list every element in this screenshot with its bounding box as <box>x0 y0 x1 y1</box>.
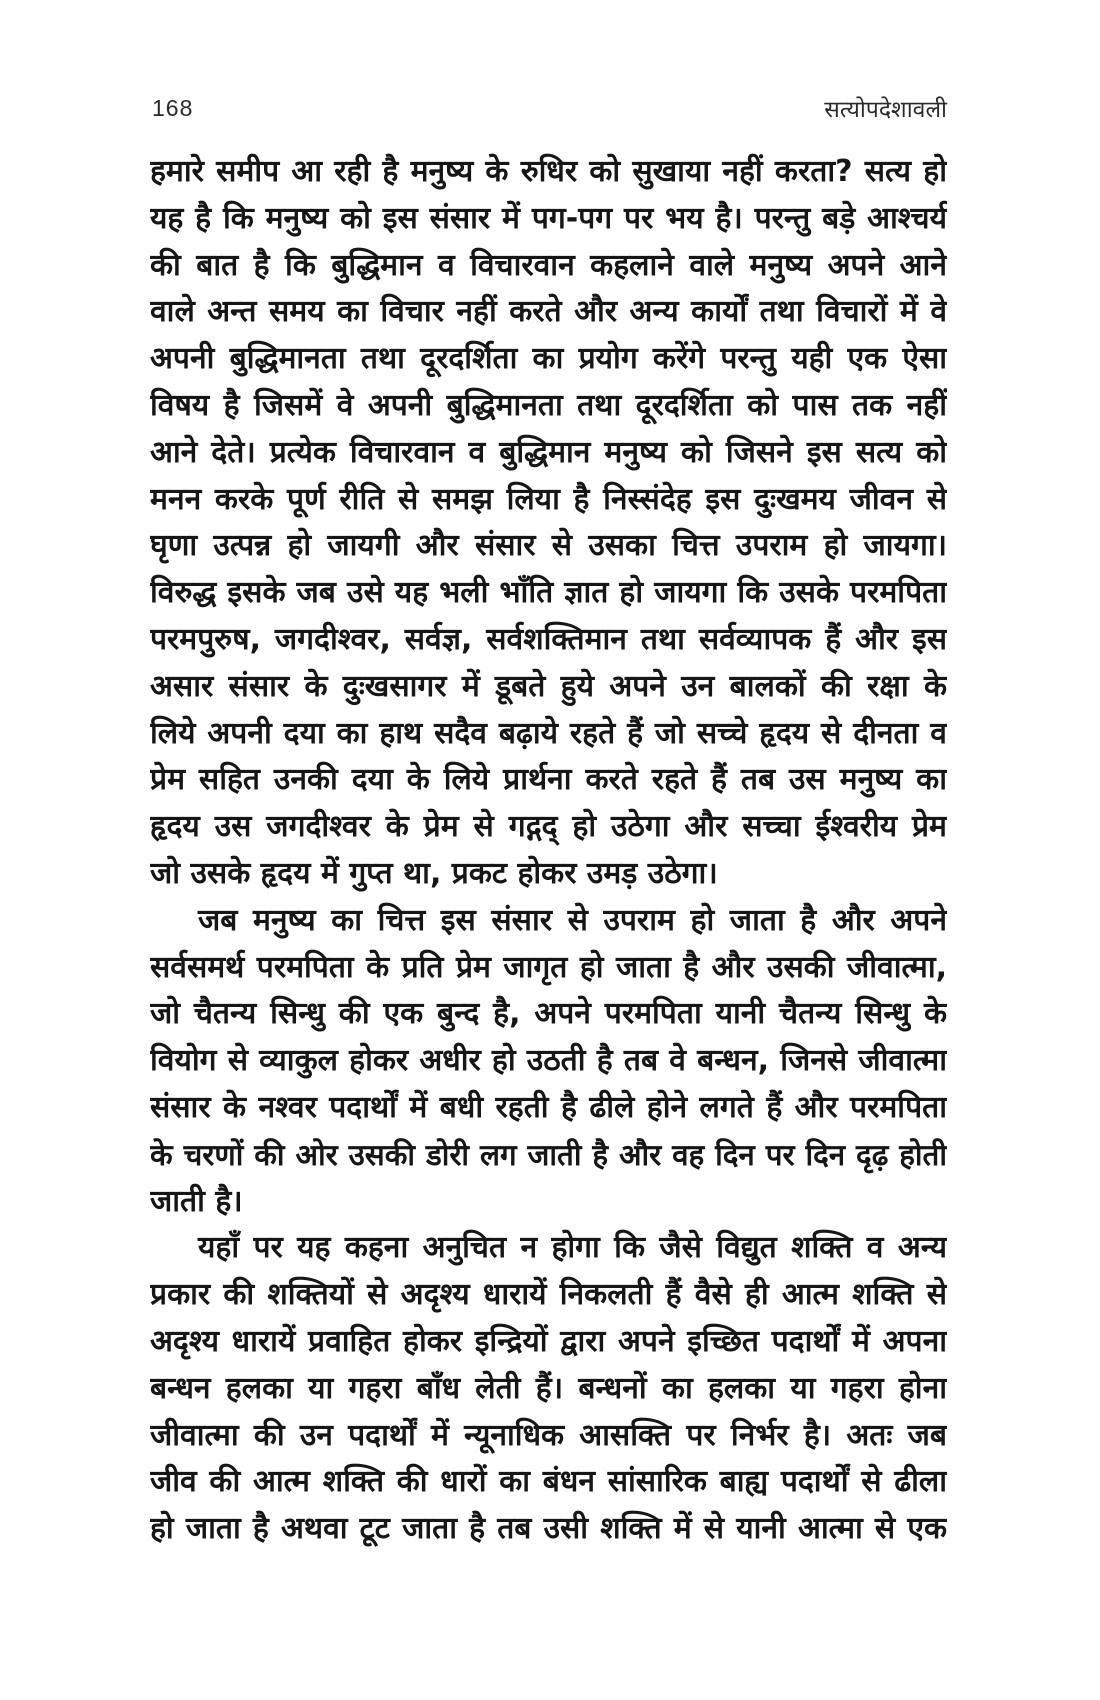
text-line: घृणा उत्पन्न हो जायगी और संसार से उसका चित्त उपराम हो जायगा। <box>150 528 947 564</box>
text-line: जो उसके हृदय में गुप्त था, प्रकट होकर उमड़ उठेगा। <box>150 855 718 891</box>
text-line: हमारे समीप आ रही है मनुष्य के रुधिर को सुखाया नहीं करता? सत्य हो <box>150 154 947 189</box>
text-line: सर्वसमर्थ परमपिता के प्रति प्रेम जागृत हो जाता है और उसकी जीवात्मा, <box>150 949 947 985</box>
text-line: असार संसार के दुःखसागर में डूबते हुये अपने उन बालकों की रक्षा के <box>150 668 947 704</box>
text-line: बन्धन हलका या गहरा बाँध लेती हैं। बन्धनों का हलका या गहरा होना <box>150 1370 947 1406</box>
paragraph <box>150 149 947 898</box>
text-line: परमपुरुष, जगदीश्वर, सर्वज्ञ, सर्वशक्तिमान तथा सर्वव्यापक हैं और इस <box>150 621 947 657</box>
paragraph <box>150 1225 947 1553</box>
text-line: मनन करके पूर्ण रीति से समझ लिया है निस्संदेह इस दुःखमय जीवन से <box>150 481 947 517</box>
text-line: हृदय उस जगदीश्वर के प्रेम से गद्गद् हो उठेगा और सच्चा ईश्वरीय प्रेम <box>150 809 947 845</box>
text-line: हो जाता है अथवा टूट जाता है तब उसी शक्ति में से यानी आत्मा से एक <box>150 1511 947 1547</box>
text-line: जीवात्मा की उन पदार्थों में न्यूनाधिक आसक्ति पर निर्भर है। अतः जब <box>150 1417 947 1453</box>
text-line: विरुद्ध इसके जब उसे यह भली भाँति ज्ञात हो जायगा कि उसके परमपिता <box>150 575 947 611</box>
text-line: संसार के नश्वर पदार्थों में बधी रहती है ढीले होने लगते हैं और परमपिता <box>150 1089 947 1125</box>
body-text <box>150 149 947 1553</box>
running-head: सत्योपदेशावली <box>824 97 947 123</box>
text-line: लिये अपनी दया का हाथ सदैव बढ़ाये रहते हैं जो सच्चे हृदय से दीनता व <box>150 715 947 751</box>
page-number: 168 <box>152 94 194 121</box>
text-line: वाले अन्त समय का विचार नहीं करते और अन्य कार्यों तथा विचारों में वे <box>150 294 947 330</box>
text-line: जाती है। <box>150 1183 243 1219</box>
text-line: अपनी बुद्धिमानता तथा दूरदर्शिता का प्रयोग करेंगे परन्तु यही एक ऐसा <box>150 341 947 377</box>
text-line: वियोग से व्याकुल होकर अधीर हो उठती है तब वे बन्धन, जिनसे जीवात्मा <box>150 1043 947 1079</box>
text-line: जब मनुष्य का चित्त इस संसार से उपराम हो जाता है और अपने <box>198 902 947 938</box>
paragraph <box>150 898 947 1226</box>
text-line: आने देते। प्रत्येक विचारवान व बुद्धिमान मनुष्य को जिसने इस सत्य को <box>150 434 947 470</box>
text-line: प्रेम सहित उनकी दया के लिये प्रार्थना करते रहते हैं तब उस मनुष्य का <box>150 762 947 798</box>
text-line: अदृश्य धारायें प्रवाहित होकर इन्द्रियों द्वारा अपने इच्छित पदार्थों में अपना <box>150 1323 947 1359</box>
text-line: जो चैतन्य सिन्धु की एक बुन्द है, अपने परमपिता यानी चैतन्य सिन्धु के <box>150 996 947 1032</box>
text-line: के चरणों की ओर उसकी डोरी लग जाती है और वह दिन पर दिन दृढ़ होती <box>150 1137 947 1172</box>
text-line: प्रकार की शक्तियों से अदृश्य धारायें निकलती हैं वैसे ही आत्म शक्ति से <box>150 1277 947 1313</box>
text-line: यहाँ पर यह कहना अनुचित न होगा कि जैसे विद्युत शक्ति व अन्य <box>198 1230 947 1266</box>
text-line: की बात है कि बुद्धिमान व विचारवान कहलाने वाले मनुष्य अपने आने <box>150 247 947 283</box>
text-line: यह है कि मनुष्य को इस संसार में पग-पग पर भय है। परन्तु बड़े आश्चर्य <box>150 200 947 236</box>
text-line: जीव की आत्म शक्ति की धारों का बंधन सांसारिक बाह्य पदार्थों से ढीला <box>150 1464 947 1500</box>
page-header <box>152 90 947 126</box>
text-line: विषय है जिसमें वे अपनी बुद्धिमानता तथा दूरदर्शिता को पास तक नहीं <box>150 387 947 423</box>
